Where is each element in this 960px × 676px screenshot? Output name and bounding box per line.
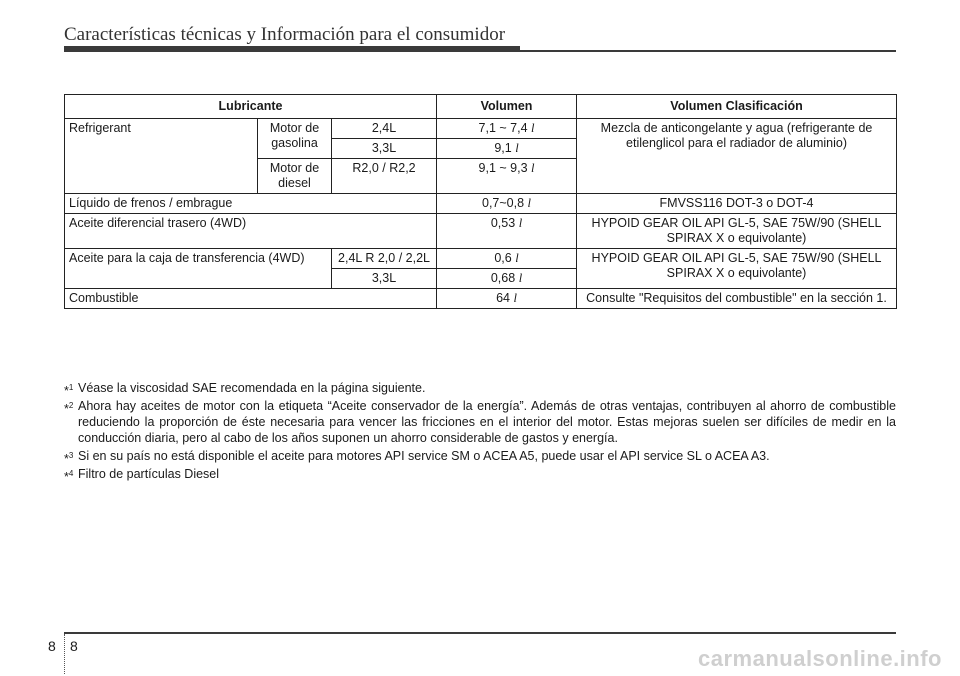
transfer-case-label: Aceite para la caja de transferencia (4WD): [65, 249, 332, 289]
engine-cell: 2,4L: [332, 119, 437, 139]
fuel-spec: Consulte "Requisitos del combustible" en la sección 1.: [577, 289, 897, 309]
volume-value: 9,1: [494, 141, 512, 155]
volume-cell: [437, 289, 577, 309]
table-row: [65, 194, 897, 214]
table-row: [65, 249, 897, 269]
brake-fluid-label: Líquido de frenos / embrague: [65, 194, 437, 214]
liter-unit: l: [518, 271, 523, 285]
transfer-case-spec: HYPOID GEAR OIL API GL-5, SAE 75W/90 (SHELL SPIRAX X o equivolante): [577, 249, 897, 289]
footnote: [64, 466, 896, 485]
page-header-title: Características técnicas y Información para el consumidor: [64, 24, 506, 45]
footnote-marker: *$^2$: [64, 401, 74, 417]
table-row: [65, 119, 897, 139]
gasoline-engine-label: Motor de gasolina: [258, 119, 332, 159]
volume-value: 9,1 ~ 9,3: [478, 161, 528, 175]
volume-value: 64: [496, 291, 510, 305]
refrigerant-label: Refrigerant: [65, 119, 258, 194]
brake-fluid-spec: FMVSS116 DOT-3 o DOT-4: [577, 194, 897, 214]
footnote-text: Filtro de partículas Diesel: [78, 467, 220, 481]
liter-unit: l: [515, 251, 519, 265]
footnote-marker: *$^4$: [64, 469, 74, 485]
volume-cell: [437, 119, 577, 139]
footnote-text: Ahora hay aceites de motor con la etiqueta “Aceite conservador de la energía”. Además de otras ventajas, contribuyen al ahorro de combustible reduciendo la proporción de éste necesaria para vencer las fricciones en el interior del motor. Estas mejoras suelen ser difíciles de medir en la conducción diaria, pero al cabo de los años suponen un ahorro considerable de gastos y energía.: [78, 399, 896, 445]
footnote-text: Si en su país no está disponible el aceite para motores API service SM o ACEA A5, puede usar el API service SL o ACEA A3.: [78, 449, 770, 463]
footnote-text: Véase la viscosidad SAE recomendada en la página siguiente.: [78, 381, 426, 395]
engine-cell: 3,3L: [332, 269, 437, 289]
volume-cell: [437, 214, 577, 249]
rear-diff-label: Aceite diferencial trasero (4WD): [65, 214, 437, 249]
liter-unit: l: [518, 216, 523, 230]
rear-diff-spec: HYPOID GEAR OIL API GL-5, SAE 75W/90 (SHELL SPIRAX X o equivolante): [577, 214, 897, 249]
table-header-row: [65, 95, 897, 119]
liter-unit: l: [513, 291, 517, 305]
table-row: [65, 289, 897, 309]
lubricant-table: [64, 94, 897, 309]
footnote: [64, 380, 896, 399]
footer-rule: [64, 632, 896, 634]
engine-cell: 2,4L R 2,0 / 2,2L: [332, 249, 437, 269]
watermark-text: carmanualsonline.info: [698, 646, 942, 671]
footnote-marker: *$^3$: [64, 451, 74, 467]
engine-cell: R2,0 / R2,2: [332, 159, 437, 194]
volume-value: 0,7~0,8: [482, 196, 525, 210]
page-divider-dots: [64, 634, 65, 674]
liter-unit: l: [515, 141, 519, 155]
header-rule-thick: [64, 46, 520, 52]
header-rule-thin: [520, 50, 896, 52]
table-row: [65, 214, 897, 249]
liter-unit: l: [527, 196, 532, 210]
volume-value: 7,1 ~ 7,4: [478, 121, 528, 135]
engine-cell: 3,3L: [332, 139, 437, 159]
volume-cell: [437, 159, 577, 194]
liter-unit: l: [531, 121, 535, 135]
footnote-marker: *$^1$: [64, 383, 74, 399]
header-volumen: Volumen: [437, 95, 577, 119]
page-number: 8: [70, 638, 78, 654]
volume-cell: [437, 249, 577, 269]
footnotes: [64, 380, 896, 484]
chapter-number: 8: [48, 638, 56, 654]
header-clasificacion: Volumen Clasificación: [577, 95, 897, 119]
header-lubricante: Lubricante: [65, 95, 437, 119]
liter-unit: l: [531, 161, 535, 175]
refrigerant-spec: Mezcla de anticongelante y agua (refrigerante de etilenglicol para el radiador de aluminio): [577, 119, 897, 194]
volume-value: 0,53: [490, 216, 516, 230]
footnote: [64, 398, 896, 446]
footnote: [64, 448, 896, 467]
volume-value: 0,6: [494, 251, 512, 265]
volume-cell: [437, 139, 577, 159]
diesel-engine-label: Motor de diesel: [258, 159, 332, 194]
volume-value: 0,68: [490, 271, 516, 285]
volume-cell: [437, 194, 577, 214]
fuel-label: Combustible: [65, 289, 437, 309]
volume-cell: [437, 269, 577, 289]
